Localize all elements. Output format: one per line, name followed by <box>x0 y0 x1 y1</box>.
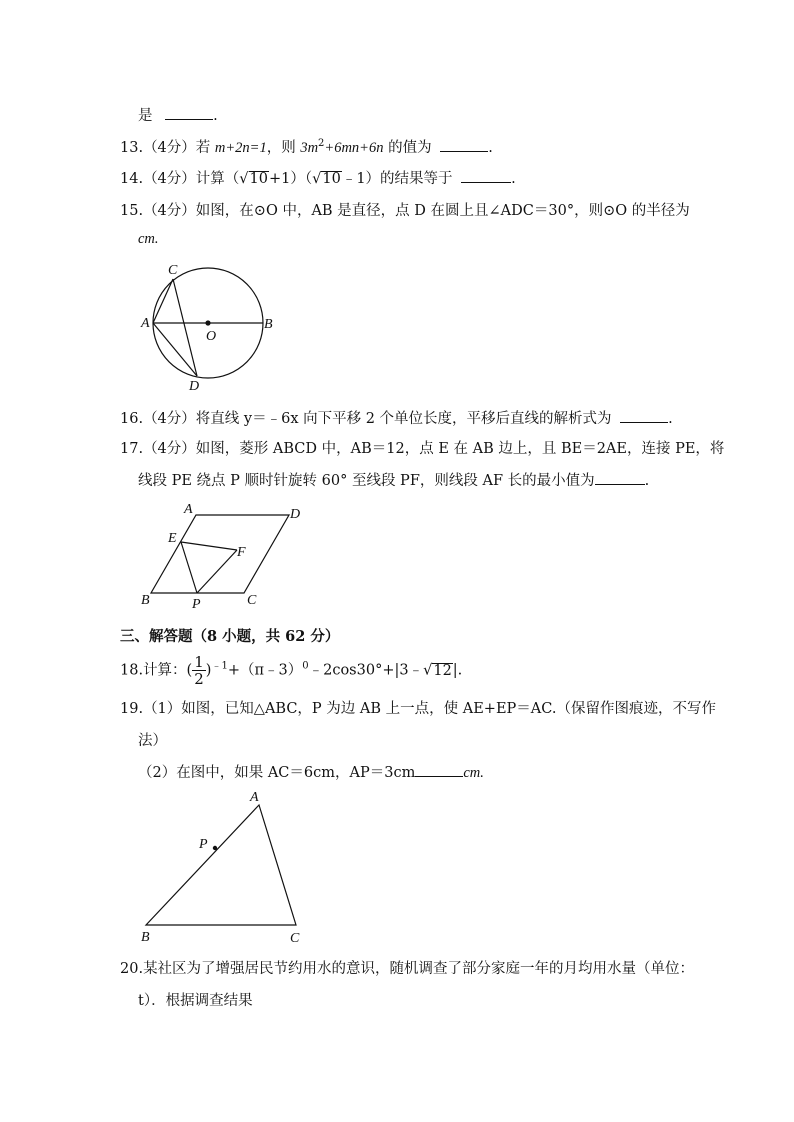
center-point <box>205 320 210 325</box>
segment-pf <box>197 550 237 593</box>
question-15: 15.（4分）如图，在⊙O 中，AB 是直径，点 D 在圆上且∠ADC＝30°，则⊙O 的半径为 <box>120 203 690 219</box>
question-19: 19.（1）如图，已知△ABC，P 为边 AB 上一点，使 AE+EP＝AC.（保留作图痕迹，不写作 <box>120 701 716 717</box>
question-17-line2: 线段 PE 绕点 P 顺时针旋转 60° 至线段 PF，则线段 AF 长的最小值为 . <box>138 473 650 489</box>
question-19-line3: （2）在图中，如果 AC＝6cm，AP＝3cm cm. <box>138 765 484 781</box>
fraction-half: $\frac{1}{2}$ <box>194 653 204 688</box>
question-16: 16.（4分）将直线 y＝﹣6x 向下平移 2 个单位长度，平移后直线的解析式为 . <box>120 411 673 427</box>
rhombus-figure <box>140 500 310 615</box>
answer-blank <box>595 472 645 485</box>
question-19-line2: 法） <box>138 733 167 749</box>
question-14: 14.（4分）计算（√10+1）（√10﹣1）的结果等于 . <box>120 171 516 187</box>
rhombus-abcd <box>151 515 289 593</box>
label-c: C <box>247 593 257 608</box>
answer-blank <box>620 410 668 423</box>
triangle-figure <box>138 788 318 948</box>
prev-tail-text: 是 <box>138 108 153 124</box>
answer-blank <box>440 139 488 152</box>
label-p: P <box>192 597 201 612</box>
question-20: 20.某社区为了增强居民节约用水的意识，随机调查了部分家庭一年的月均用水量（单位： <box>120 961 695 977</box>
answer-blank <box>415 764 463 777</box>
sqrt-sign: √ <box>239 171 249 187</box>
question-17: 17.（4分）如图，菱形 ABCD 中，AB＝12，点 E 在 AB 边上，且 BE＝2AE，连接 PE，将 <box>120 441 725 457</box>
section-heading: 三、解答题（8 小题，共 62 分） <box>120 628 340 645</box>
label-b: B <box>141 930 150 945</box>
sqrt-sign: √ <box>423 662 433 679</box>
label-a: A <box>250 790 259 805</box>
answer-blank <box>461 170 511 183</box>
chord-ac <box>153 279 173 323</box>
answer-blank <box>165 107 213 120</box>
label-b: B <box>264 317 273 332</box>
label-c: C <box>290 931 300 946</box>
segment-ef <box>181 542 237 550</box>
label-p: P <box>199 837 208 852</box>
point-p <box>213 846 217 850</box>
sqrt-sign: √ <box>312 171 322 187</box>
question-18: 18.计算：( $\frac{1}{2}$ )$^{﹣1}$+（π﹣3）$^0$﹣2cos30°+|3﹣√12|. <box>120 653 463 688</box>
label-a: A <box>141 316 150 331</box>
label-f: F <box>237 545 246 560</box>
question-15-line2: cm. <box>138 231 159 247</box>
label-a: A <box>184 502 193 517</box>
circle-figure <box>140 258 280 398</box>
question-13: 13.（4分）若 m+2n=1，则 $3m^2+6mn+6n$ 的值为 . <box>120 138 493 156</box>
label-d: D <box>189 379 200 394</box>
label-e: E <box>168 531 177 546</box>
prev-question-tail: 是 . <box>138 108 218 124</box>
triangle-abc <box>146 805 296 925</box>
label-c: C <box>168 263 178 278</box>
question-20-line2: t）．根据调查结果 <box>138 993 253 1009</box>
label-d: D <box>290 507 301 522</box>
segment-pe <box>181 542 197 593</box>
label-b: B <box>141 593 150 608</box>
label-o: O <box>206 329 217 344</box>
